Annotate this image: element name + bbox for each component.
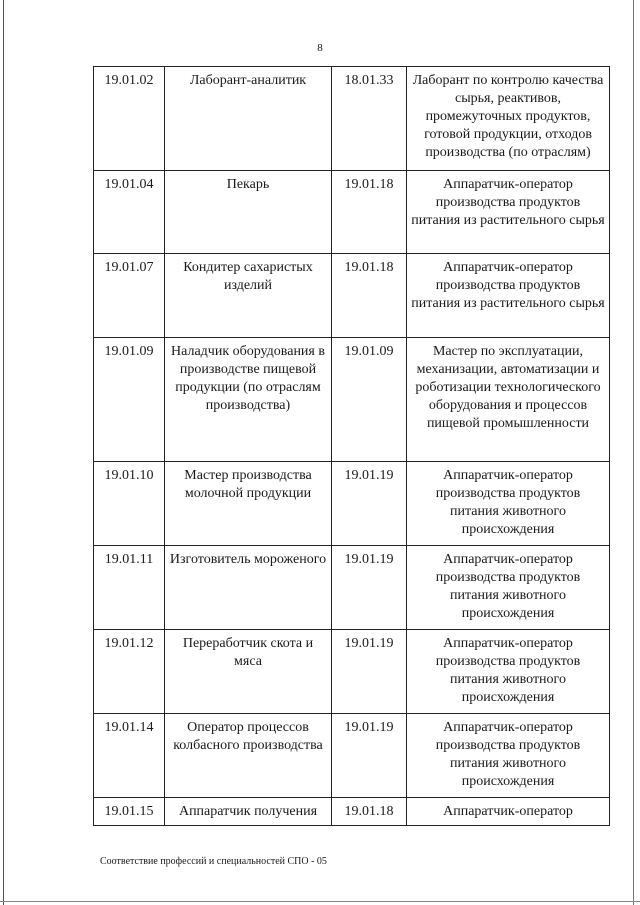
new-code-cell: 19.01.18 (332, 798, 407, 826)
table-row (94, 714, 610, 798)
table-row (94, 171, 610, 254)
scan-edge-right (633, 0, 634, 905)
page-number: 8 (317, 42, 323, 54)
table-row (94, 67, 610, 171)
old-code-cell: 19.01.14 (94, 714, 165, 798)
new-profession-cell: Аппаратчик-оператор производства продуктов питания животного происхождения (407, 546, 610, 630)
correspondence-table (93, 66, 610, 826)
old-code-cell: 19.01.07 (94, 254, 165, 338)
old-code-cell: 19.01.12 (94, 630, 165, 714)
new-profession-cell: Лаборант по контролю качества сырья, реактивов, промежуточных продуктов, готовой продукции, отходов производства (по отраслям) (407, 67, 610, 171)
old-profession-cell: Лаборант-аналитик (165, 67, 332, 171)
new-profession-cell: Аппаратчик-оператор производства продуктов питания из растительного сырья (407, 254, 610, 338)
old-code-cell: 19.01.04 (94, 171, 165, 254)
new-code-cell: 18.01.33 (332, 67, 407, 171)
new-profession-cell: Аппаратчик-оператор производства продуктов питания животного происхождения (407, 630, 610, 714)
old-profession-cell: Кондитер сахаристых изделий (165, 254, 332, 338)
new-code-cell: 19.01.18 (332, 254, 407, 338)
table-row (94, 338, 610, 462)
new-profession-cell: Аппаратчик-оператор (407, 798, 610, 826)
old-code-cell: 19.01.11 (94, 546, 165, 630)
new-code-cell: 19.01.09 (332, 338, 407, 462)
scan-edge-bottom (0, 901, 640, 902)
table-row (94, 254, 610, 338)
table-row (94, 798, 610, 826)
old-profession-cell: Переработчик скота и мяса (165, 630, 332, 714)
old-profession-cell: Наладчик оборудования в производстве пищевой продукции (по отраслям производства) (165, 338, 332, 462)
new-code-cell: 19.01.19 (332, 546, 407, 630)
scan-edge-left (3, 0, 4, 905)
new-profession-cell: Аппаратчик-оператор производства продуктов питания животного происхождения (407, 462, 610, 546)
old-profession-cell: Оператор процессов колбасного производства (165, 714, 332, 798)
old-code-cell: 19.01.02 (94, 67, 165, 171)
table-row (94, 630, 610, 714)
old-code-cell: 19.01.09 (94, 338, 165, 462)
new-code-cell: 19.01.18 (332, 171, 407, 254)
new-profession-cell: Мастер по эксплуатации, механизации, автоматизации и роботизации технологического оборудования и процессов пищевой промышленности (407, 338, 610, 462)
old-code-cell: 19.01.10 (94, 462, 165, 546)
new-code-cell: 19.01.19 (332, 462, 407, 546)
new-code-cell: 19.01.19 (332, 714, 407, 798)
new-profession-cell: Аппаратчик-оператор производства продуктов питания животного происхождения (407, 714, 610, 798)
document-footer: Соответствие профессий и специальностей СПО - 05 (100, 856, 327, 867)
old-profession-cell: Изготовитель мороженого (165, 546, 332, 630)
table-row (94, 546, 610, 630)
old-profession-cell: Аппаратчик получения (165, 798, 332, 826)
new-profession-cell: Аппаратчик-оператор производства продуктов питания из растительного сырья (407, 171, 610, 254)
old-profession-cell: Пекарь (165, 171, 332, 254)
old-profession-cell: Мастер производства молочной продукции (165, 462, 332, 546)
new-code-cell: 19.01.19 (332, 630, 407, 714)
old-code-cell: 19.01.15 (94, 798, 165, 826)
table-row (94, 462, 610, 546)
